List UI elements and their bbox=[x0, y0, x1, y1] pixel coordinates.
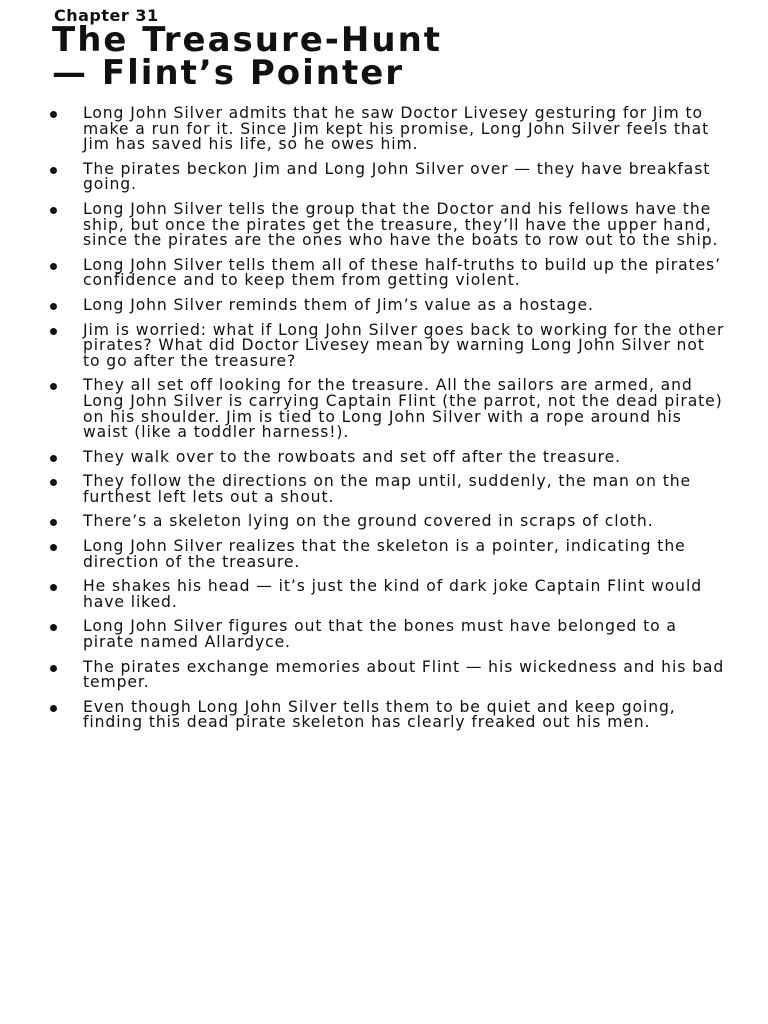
title-line-1: The Treasure-Hunt bbox=[52, 20, 443, 60]
bullet-dot-icon bbox=[50, 544, 57, 551]
bullet-text: Long John Silver tells them all of these half-truths to build up the pirates’ confidence and to keep them from getting violent. bbox=[83, 255, 721, 290]
bullet-item bbox=[0, 579, 768, 610]
bullet-dot-icon bbox=[50, 519, 57, 526]
bullet-dot-icon bbox=[50, 479, 57, 486]
bullet-text: They walk over to the rowboats and set off after the treasure. bbox=[83, 447, 621, 466]
bullet-dot-icon bbox=[50, 303, 57, 310]
bullet-item bbox=[0, 295, 768, 314]
page-title bbox=[52, 20, 752, 93]
bullet-dot-icon bbox=[50, 665, 57, 672]
title-line-2: — Flint’s Pointer bbox=[52, 53, 405, 93]
bullet-item bbox=[0, 619, 768, 650]
bullet-text: The pirates exchange memories about Flint — his wickedness and his bad temper. bbox=[83, 657, 725, 692]
bullet-text: Long John Silver realizes that the skeleton is a pointer, indicating the direction of the treasure. bbox=[83, 537, 686, 571]
bullet-text: Long John Silver reminds them of Jim’s value as a hostage. bbox=[83, 295, 594, 314]
bullet-text: He shakes his head — it’s just the kind of dark joke Captain Flint would have liked. bbox=[83, 577, 702, 611]
bullet-item bbox=[0, 447, 768, 466]
bullet-dot-icon bbox=[50, 624, 57, 631]
bullet-dot-icon bbox=[50, 263, 57, 270]
bullet-item bbox=[0, 514, 768, 530]
bullet-text: The pirates beckon Jim and Long John Silver over — they have breakfast going. bbox=[83, 159, 711, 194]
bullet-item bbox=[0, 539, 768, 570]
bullet-dot-icon bbox=[50, 328, 57, 335]
bullet-dot-icon bbox=[50, 207, 57, 214]
bullet-dot-icon bbox=[50, 584, 57, 591]
bullet-item bbox=[0, 255, 768, 290]
bullet-item bbox=[0, 106, 768, 153]
bullet-item bbox=[0, 199, 768, 250]
bullet-text: They follow the directions on the map until, suddenly, the man on the furthest left lets out a shout. bbox=[83, 472, 692, 506]
bullet-item bbox=[0, 378, 768, 440]
bullet-dot-icon bbox=[50, 111, 57, 118]
bullet-dot-icon bbox=[50, 167, 57, 174]
bullet-text: Long John Silver figures out that the bones must have belonged to a pirate named Allardyce. bbox=[83, 617, 677, 652]
summary-bullet-list bbox=[0, 106, 768, 740]
bullet-item bbox=[0, 159, 768, 194]
bullet-text: They all set off looking for the treasure. All the sailors are armed, and Long John Silver is carrying Captain Flint (the parrot, not the dead pirate) on his shoulder. Jim is tied to Long John Silver with a rope around his waist (like a toddler harness!). bbox=[83, 376, 723, 442]
bullet-dot-icon bbox=[50, 455, 57, 462]
bullet-item bbox=[0, 474, 768, 505]
bullet-text: Long John Silver admits that he saw Doctor Livesey gesturing for Jim to make a run for it. Since Jim kept his promise, Long John Silver feels that Jim has saved his life, so he owes him. bbox=[83, 104, 710, 154]
bullet-text: Even though Long John Silver tells them to be quiet and keep going, finding this dead pirate skeleton has clearly freaked out his men. bbox=[83, 697, 676, 732]
bullet-text: There’s a skeleton lying on the ground covered in scraps of cloth. bbox=[83, 512, 654, 531]
bullet-text: Jim is worried: what if Long John Silver goes back to working for the other pirates? What did Doctor Livesey mean by warning Long John Silver not to go after the treasure? bbox=[83, 320, 725, 370]
bullet-item bbox=[0, 320, 768, 370]
bullet-text: Long John Silver tells the group that the Doctor and his fellows have the ship, but once the pirates get the treasure, they’ll have the upper hand, since the pirates are the ones who have the boats to row out to the ship. bbox=[83, 199, 719, 250]
bullet-item bbox=[0, 657, 768, 692]
bullet-item bbox=[0, 697, 768, 732]
chapter-label: Chapter 31 bbox=[54, 6, 159, 25]
bullet-dot-icon bbox=[50, 705, 57, 712]
bullet-dot-icon bbox=[50, 383, 57, 390]
